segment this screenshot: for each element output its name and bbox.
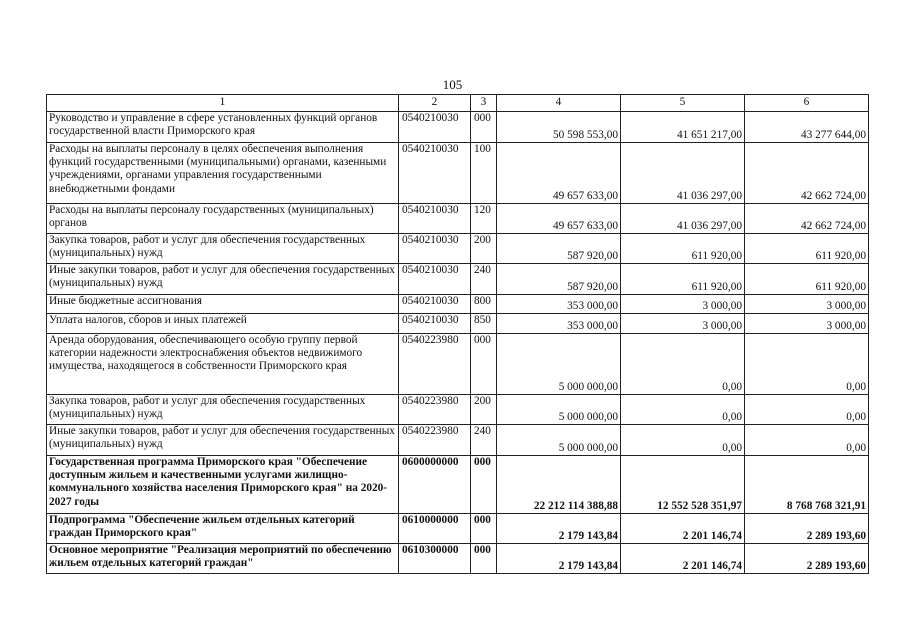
- row-code: 0540210030: [399, 295, 471, 314]
- table-row: [47, 395, 869, 425]
- row-value-6: 42 662 724,00: [745, 204, 869, 234]
- page-number: 105: [442, 77, 463, 92]
- table-row-subprogram: [47, 514, 869, 544]
- row-value-5: 0,00: [621, 425, 745, 456]
- row-value-5: 41 036 297,00: [621, 143, 745, 204]
- row-value-5: 41 036 297,00: [621, 204, 745, 234]
- row-name: Иные бюджетные ассигнования: [47, 295, 399, 314]
- row-value-6: 42 662 724,00: [745, 143, 869, 204]
- table-row-main-activity: [47, 544, 869, 574]
- row-name: Государственная программа Приморского края "Обеспечение доступным жильем и качественными услугами жилищно-коммунального хозяйства населения Приморского края" на 2020-2027 годы: [47, 456, 399, 514]
- table-row: [47, 295, 869, 314]
- row-code: 0610300000: [399, 544, 471, 574]
- table-row: [47, 204, 869, 234]
- row-value-6: 3 000,00: [745, 295, 869, 314]
- table-row: [47, 264, 869, 295]
- row-value-5: 12 552 528 351,97: [621, 456, 745, 514]
- row-value-6: 43 277 644,00: [745, 112, 869, 143]
- row-value-6: 8 768 768 321,91: [745, 456, 869, 514]
- row-code: 0540210030: [399, 264, 471, 295]
- row-name: Иные закупки товаров, работ и услуг для обеспечения государственных (муниципальных) нужд: [47, 425, 399, 456]
- row-value-6: 0,00: [745, 395, 869, 425]
- row-value-5: 0,00: [621, 395, 745, 425]
- row-value-4: 353 000,00: [497, 314, 621, 334]
- row-kind: 240: [471, 264, 497, 295]
- row-value-4: 2 179 143,84: [497, 514, 621, 544]
- table-row: [47, 314, 869, 334]
- row-kind: 000: [471, 544, 497, 574]
- row-value-5: 41 651 217,00: [621, 112, 745, 143]
- row-value-4: 5 000 000,00: [497, 334, 621, 395]
- row-name: Уплата налогов, сборов и иных платежей: [47, 314, 399, 334]
- row-code: 0540223980: [399, 425, 471, 456]
- table-row: [47, 234, 869, 264]
- row-value-4: 22 212 114 388,88: [497, 456, 621, 514]
- table-row: [47, 334, 869, 395]
- row-name: Основное мероприятие "Реализация мероприятий по обеспечению жильем отдельных категорий граждан": [47, 544, 399, 574]
- table-row: [47, 112, 869, 143]
- row-value-4: 49 657 633,00: [497, 143, 621, 204]
- row-value-4: 587 920,00: [497, 264, 621, 295]
- row-value-5: 0,00: [621, 334, 745, 395]
- row-value-6: 611 920,00: [745, 264, 869, 295]
- header-cell-2: 2: [399, 95, 471, 112]
- row-value-6: 0,00: [745, 334, 869, 395]
- table-row: [47, 143, 869, 204]
- header-cell-3: 3: [471, 95, 497, 112]
- table-row-program: [47, 456, 869, 514]
- row-code: 0540210030: [399, 314, 471, 334]
- row-kind: 000: [471, 514, 497, 544]
- row-kind: 000: [471, 112, 497, 143]
- row-code: 0540210030: [399, 112, 471, 143]
- row-value-6: 2 289 193,60: [745, 544, 869, 574]
- table-row: [47, 425, 869, 456]
- row-value-4: 2 179 143,84: [497, 544, 621, 574]
- header-cell-5: 5: [621, 95, 745, 112]
- row-kind: 000: [471, 456, 497, 514]
- row-kind: 120: [471, 204, 497, 234]
- header-cell-1: 1: [47, 95, 399, 112]
- row-kind: 000: [471, 334, 497, 395]
- row-name: Расходы на выплаты персоналу в целях обеспечения выполнения функций государственными (муниципальными) органами, казенными учреждениями, органами управления государственными внебюджетными фондами: [47, 143, 399, 204]
- row-name: Аренда оборудования, обеспечивающего особую группу первой категории надежности электроснабжения объектов недвижимого имущества, находящегося в собственности Приморского края: [47, 334, 399, 395]
- row-value-6: 611 920,00: [745, 234, 869, 264]
- row-value-6: 0,00: [745, 425, 869, 456]
- row-name: Закупка товаров, работ и услуг для обеспечения государственных (муниципальных) нужд: [47, 234, 399, 264]
- row-name: Руководство и управление в сфере установленных функций органов государственной власти Приморского края: [47, 112, 399, 143]
- row-value-5: 3 000,00: [621, 314, 745, 334]
- row-code: 0540210030: [399, 234, 471, 264]
- row-value-5: 3 000,00: [621, 295, 745, 314]
- row-value-4: 50 598 553,00: [497, 112, 621, 143]
- row-value-5: 611 920,00: [621, 234, 745, 264]
- row-name: Иные закупки товаров, работ и услуг для обеспечения государственных (муниципальных) нужд: [47, 264, 399, 295]
- row-kind: 200: [471, 395, 497, 425]
- row-value-6: 3 000,00: [745, 314, 869, 334]
- row-code: 0610000000: [399, 514, 471, 544]
- row-code: 0540210030: [399, 143, 471, 204]
- row-name: Закупка товаров, работ и услуг для обеспечения государственных (муниципальных) нужд: [47, 395, 399, 425]
- row-value-5: 2 201 146,74: [621, 514, 745, 544]
- row-value-5: 611 920,00: [621, 264, 745, 295]
- row-value-4: 5 000 000,00: [497, 395, 621, 425]
- header-cell-4: 4: [497, 95, 621, 112]
- row-value-4: 5 000 000,00: [497, 425, 621, 456]
- row-value-4: 49 657 633,00: [497, 204, 621, 234]
- table-header-row: [47, 95, 869, 112]
- row-code: 0540223980: [399, 334, 471, 395]
- row-value-5: 2 201 146,74: [621, 544, 745, 574]
- row-kind: 200: [471, 234, 497, 264]
- row-kind: 850: [471, 314, 497, 334]
- row-kind: 100: [471, 143, 497, 204]
- row-value-4: 353 000,00: [497, 295, 621, 314]
- row-code: 0540210030: [399, 204, 471, 234]
- row-value-6: 2 289 193,60: [745, 514, 869, 544]
- row-value-4: 587 920,00: [497, 234, 621, 264]
- row-code: 0600000000: [399, 456, 471, 514]
- row-name: Расходы на выплаты персоналу государственных (муниципальных) органов: [47, 204, 399, 234]
- row-kind: 240: [471, 425, 497, 456]
- row-kind: 800: [471, 295, 497, 314]
- header-cell-6: 6: [745, 95, 869, 112]
- row-name: Подпрограмма "Обеспечение жильем отдельных категорий граждан Приморского края": [47, 514, 399, 544]
- row-code: 0540223980: [399, 395, 471, 425]
- budget-table: [46, 94, 869, 574]
